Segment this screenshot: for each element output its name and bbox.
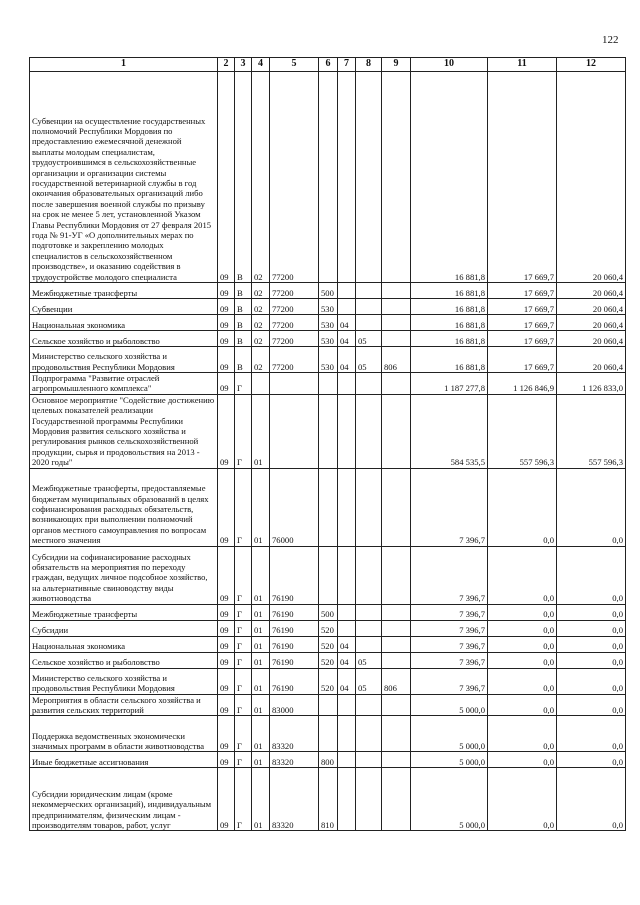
code-cell: 530 bbox=[319, 347, 338, 373]
code-cell bbox=[356, 752, 382, 768]
amount-cell: 0,0 bbox=[488, 752, 557, 768]
code-cell: В bbox=[235, 347, 252, 373]
amount-cell: 16 881,8 bbox=[411, 299, 488, 315]
code-cell: 09 bbox=[218, 652, 235, 668]
code-cell: 01 bbox=[252, 394, 270, 468]
code-cell: 77200 bbox=[270, 347, 319, 373]
amount-cell: 7 396,7 bbox=[411, 604, 488, 620]
row-name-cell: Национальная экономика bbox=[30, 636, 218, 652]
code-cell: В bbox=[235, 315, 252, 331]
amount-cell: 0,0 bbox=[557, 604, 626, 620]
column-header-10: 10 bbox=[411, 58, 488, 72]
code-cell: 09 bbox=[218, 72, 235, 283]
amount-cell: 0,0 bbox=[488, 604, 557, 620]
code-cell bbox=[338, 373, 356, 395]
row-name-cell: Иные бюджетные ассигнования bbox=[30, 752, 218, 768]
code-cell bbox=[338, 620, 356, 636]
amount-cell: 17 669,7 bbox=[488, 283, 557, 299]
code-cell bbox=[319, 694, 338, 716]
amount-cell: 16 881,8 bbox=[411, 72, 488, 283]
amount-cell: 5 000,0 bbox=[411, 768, 488, 831]
code-cell: 500 bbox=[319, 283, 338, 299]
code-cell: 02 bbox=[252, 347, 270, 373]
amount-cell: 17 669,7 bbox=[488, 315, 557, 331]
code-cell: 76190 bbox=[270, 620, 319, 636]
table-row bbox=[30, 668, 626, 694]
code-cell: 01 bbox=[252, 652, 270, 668]
column-header-9: 9 bbox=[382, 58, 411, 72]
code-cell: 83320 bbox=[270, 752, 319, 768]
code-cell: В bbox=[235, 331, 252, 347]
code-cell: 02 bbox=[252, 283, 270, 299]
row-name-cell: Субсидии bbox=[30, 620, 218, 636]
code-cell bbox=[382, 636, 411, 652]
code-cell: 09 bbox=[218, 694, 235, 716]
amount-cell: 0,0 bbox=[488, 716, 557, 752]
amount-cell: 7 396,7 bbox=[411, 668, 488, 694]
code-cell: Г bbox=[235, 373, 252, 395]
code-cell bbox=[382, 72, 411, 283]
amount-cell: 20 060,4 bbox=[557, 315, 626, 331]
amount-cell: 0,0 bbox=[488, 620, 557, 636]
code-cell bbox=[338, 283, 356, 299]
table-row bbox=[30, 652, 626, 668]
table-header-row bbox=[30, 58, 626, 72]
code-cell bbox=[338, 546, 356, 604]
code-cell: Г bbox=[235, 652, 252, 668]
row-name-cell: Сельское хозяйство и рыболовство bbox=[30, 652, 218, 668]
code-cell: 09 bbox=[218, 716, 235, 752]
row-name-cell: Подпрограмма "Развитие отраслей агропромышленного комплекса" bbox=[30, 373, 218, 395]
code-cell: 520 bbox=[319, 620, 338, 636]
code-cell bbox=[338, 768, 356, 831]
code-cell: 01 bbox=[252, 768, 270, 831]
code-cell: 77200 bbox=[270, 299, 319, 315]
table-row bbox=[30, 694, 626, 716]
code-cell: 76190 bbox=[270, 604, 319, 620]
table-row bbox=[30, 394, 626, 468]
code-cell: 83320 bbox=[270, 716, 319, 752]
amount-cell: 0,0 bbox=[557, 694, 626, 716]
code-cell: 01 bbox=[252, 620, 270, 636]
column-header-5: 5 bbox=[270, 58, 319, 72]
code-cell bbox=[382, 652, 411, 668]
table-row bbox=[30, 72, 626, 283]
code-cell bbox=[270, 394, 319, 468]
code-cell: 09 bbox=[218, 668, 235, 694]
amount-cell: 5 000,0 bbox=[411, 752, 488, 768]
code-cell bbox=[338, 716, 356, 752]
amount-cell: 17 669,7 bbox=[488, 347, 557, 373]
code-cell bbox=[338, 394, 356, 468]
column-header-4: 4 bbox=[252, 58, 270, 72]
amount-cell: 0,0 bbox=[488, 468, 557, 546]
amount-cell: 0,0 bbox=[557, 716, 626, 752]
column-header-1: 1 bbox=[30, 58, 218, 72]
code-cell: Г bbox=[235, 636, 252, 652]
table-row bbox=[30, 620, 626, 636]
amount-cell: 0,0 bbox=[488, 768, 557, 831]
amount-cell: 0,0 bbox=[557, 768, 626, 831]
amount-cell: 1 187 277,8 bbox=[411, 373, 488, 395]
code-cell: В bbox=[235, 283, 252, 299]
code-cell: 05 bbox=[356, 668, 382, 694]
amount-cell: 0,0 bbox=[557, 636, 626, 652]
amount-cell: 0,0 bbox=[488, 694, 557, 716]
code-cell: В bbox=[235, 72, 252, 283]
code-cell: Г bbox=[235, 752, 252, 768]
code-cell: 05 bbox=[356, 652, 382, 668]
code-cell: 77200 bbox=[270, 315, 319, 331]
code-cell: 530 bbox=[319, 331, 338, 347]
amount-cell: 0,0 bbox=[488, 652, 557, 668]
amount-cell: 0,0 bbox=[557, 468, 626, 546]
amount-cell: 0,0 bbox=[557, 546, 626, 604]
column-header-12: 12 bbox=[557, 58, 626, 72]
code-cell bbox=[382, 315, 411, 331]
column-header-2: 2 bbox=[218, 58, 235, 72]
code-cell: Г bbox=[235, 604, 252, 620]
code-cell bbox=[382, 546, 411, 604]
amount-cell: 0,0 bbox=[488, 546, 557, 604]
code-cell: 01 bbox=[252, 694, 270, 716]
code-cell: 09 bbox=[218, 752, 235, 768]
code-cell bbox=[356, 315, 382, 331]
column-header-11: 11 bbox=[488, 58, 557, 72]
code-cell: 04 bbox=[338, 315, 356, 331]
amount-cell: 17 669,7 bbox=[488, 331, 557, 347]
amount-cell: 0,0 bbox=[557, 752, 626, 768]
code-cell: 520 bbox=[319, 636, 338, 652]
table-row bbox=[30, 716, 626, 752]
code-cell bbox=[382, 604, 411, 620]
code-cell: 09 bbox=[218, 546, 235, 604]
amount-cell: 0,0 bbox=[488, 636, 557, 652]
code-cell bbox=[356, 716, 382, 752]
amount-cell: 16 881,8 bbox=[411, 347, 488, 373]
code-cell bbox=[356, 373, 382, 395]
code-cell: 01 bbox=[252, 546, 270, 604]
code-cell: 09 bbox=[218, 283, 235, 299]
code-cell: 520 bbox=[319, 668, 338, 694]
amount-cell: 557 596,3 bbox=[488, 394, 557, 468]
code-cell bbox=[338, 694, 356, 716]
amount-cell: 0,0 bbox=[557, 652, 626, 668]
code-cell: 76190 bbox=[270, 668, 319, 694]
code-cell: 09 bbox=[218, 394, 235, 468]
amount-cell: 5 000,0 bbox=[411, 694, 488, 716]
code-cell bbox=[356, 620, 382, 636]
code-cell bbox=[338, 299, 356, 315]
code-cell bbox=[356, 72, 382, 283]
code-cell: 02 bbox=[252, 72, 270, 283]
code-cell: 02 bbox=[252, 315, 270, 331]
code-cell: 01 bbox=[252, 716, 270, 752]
code-cell: 806 bbox=[382, 668, 411, 694]
column-header-8: 8 bbox=[356, 58, 382, 72]
amount-cell: 16 881,8 bbox=[411, 331, 488, 347]
table-row bbox=[30, 636, 626, 652]
code-cell bbox=[338, 752, 356, 768]
code-cell: 76190 bbox=[270, 546, 319, 604]
code-cell: Г bbox=[235, 694, 252, 716]
code-cell: Г bbox=[235, 668, 252, 694]
amount-cell: 0,0 bbox=[488, 668, 557, 694]
code-cell bbox=[382, 716, 411, 752]
amount-cell: 7 396,7 bbox=[411, 468, 488, 546]
code-cell bbox=[356, 468, 382, 546]
amount-cell: 17 669,7 bbox=[488, 299, 557, 315]
code-cell: Г bbox=[235, 620, 252, 636]
table-row bbox=[30, 468, 626, 546]
code-cell: Г bbox=[235, 716, 252, 752]
table-row bbox=[30, 604, 626, 620]
code-cell bbox=[382, 468, 411, 546]
column-header-6: 6 bbox=[319, 58, 338, 72]
code-cell: 09 bbox=[218, 299, 235, 315]
code-cell bbox=[382, 373, 411, 395]
table-row bbox=[30, 347, 626, 373]
amount-cell: 20 060,4 bbox=[557, 283, 626, 299]
code-cell: 01 bbox=[252, 468, 270, 546]
code-cell bbox=[382, 768, 411, 831]
code-cell bbox=[356, 283, 382, 299]
amount-cell: 7 396,7 bbox=[411, 620, 488, 636]
code-cell: 02 bbox=[252, 299, 270, 315]
row-name-cell: Мероприятия в области сельского хозяйства и развития сельских территорий bbox=[30, 694, 218, 716]
row-name-cell: Министерство сельского хозяйства и продовольствия Республики Мордовия bbox=[30, 668, 218, 694]
code-cell bbox=[356, 636, 382, 652]
column-header-3: 3 bbox=[235, 58, 252, 72]
amount-cell: 20 060,4 bbox=[557, 331, 626, 347]
row-name-cell: Межбюджетные трансферты bbox=[30, 604, 218, 620]
row-name-cell: Поддержка ведомственных экономически значимых программ в области животноводства bbox=[30, 716, 218, 752]
code-cell bbox=[338, 72, 356, 283]
amount-cell: 0,0 bbox=[557, 668, 626, 694]
amount-cell: 1 126 833,0 bbox=[557, 373, 626, 395]
row-name-cell: Субсидии на софинансирование расходных обязательств на мероприятия по переходу граждан, ведущих личное подсобное хозяйство, на альтернативные свиноводству виды животноводства bbox=[30, 546, 218, 604]
code-cell: 77200 bbox=[270, 331, 319, 347]
code-cell: 04 bbox=[338, 331, 356, 347]
code-cell: 04 bbox=[338, 636, 356, 652]
code-cell: 09 bbox=[218, 468, 235, 546]
code-cell: В bbox=[235, 299, 252, 315]
code-cell: Г bbox=[235, 546, 252, 604]
amount-cell: 7 396,7 bbox=[411, 636, 488, 652]
code-cell bbox=[382, 394, 411, 468]
code-cell: Г bbox=[235, 394, 252, 468]
amount-cell: 5 000,0 bbox=[411, 716, 488, 752]
column-header-7: 7 bbox=[338, 58, 356, 72]
code-cell bbox=[319, 394, 338, 468]
code-cell bbox=[356, 546, 382, 604]
table-row bbox=[30, 768, 626, 831]
code-cell bbox=[382, 331, 411, 347]
code-cell: 500 bbox=[319, 604, 338, 620]
code-cell: 01 bbox=[252, 604, 270, 620]
row-name-cell: Субвенции на осуществление государственных полномочий Республики Мордовия по предоставлению ежемесячной денежной выплаты молодым специалистам, трудоустроившимся в сельскохозяйственные организации и организации системы государственной ветеринарной службы в год окончания образовательных организаций либо после завершения военной службы по призыву на срок не менее 5 лет, установленной Указом Главы Республики Мордовия от 27 февраля 2015 года № 91-УГ «О дополнительных мерах по подготовке и закреплению молодых специалистов в сельскохозяйственном производстве», и оказанию содействия в трудоустройстве молодого специалиста bbox=[30, 72, 218, 283]
code-cell: 530 bbox=[319, 299, 338, 315]
table-row bbox=[30, 315, 626, 331]
row-name-cell: Субвенции bbox=[30, 299, 218, 315]
code-cell: Г bbox=[235, 468, 252, 546]
code-cell bbox=[319, 716, 338, 752]
table-row bbox=[30, 752, 626, 768]
amount-cell: 20 060,4 bbox=[557, 72, 626, 283]
code-cell: 77200 bbox=[270, 283, 319, 299]
code-cell bbox=[356, 604, 382, 620]
code-cell: 05 bbox=[356, 331, 382, 347]
row-name-cell: Межбюджетные трансферты bbox=[30, 283, 218, 299]
code-cell bbox=[319, 468, 338, 546]
code-cell bbox=[382, 752, 411, 768]
code-cell: 09 bbox=[218, 315, 235, 331]
table-row bbox=[30, 299, 626, 315]
code-cell: 09 bbox=[218, 620, 235, 636]
row-name-cell: Межбюджетные трансферты, предоставляемые бюджетам муниципальных образований в целях софинансирования расходных обязательств, возникающих при выполнении полномочий органов местного самоуправления по вопросам местного значения bbox=[30, 468, 218, 546]
code-cell: 01 bbox=[252, 668, 270, 694]
table-body bbox=[30, 72, 626, 831]
code-cell bbox=[382, 620, 411, 636]
code-cell: 810 bbox=[319, 768, 338, 831]
code-cell bbox=[356, 694, 382, 716]
code-cell: 77200 bbox=[270, 72, 319, 283]
table-row bbox=[30, 546, 626, 604]
amount-cell: 20 060,4 bbox=[557, 347, 626, 373]
code-cell: 83320 bbox=[270, 768, 319, 831]
amount-cell: 16 881,8 bbox=[411, 315, 488, 331]
amount-cell: 7 396,7 bbox=[411, 652, 488, 668]
code-cell: 76190 bbox=[270, 636, 319, 652]
code-cell: Г bbox=[235, 768, 252, 831]
code-cell bbox=[356, 394, 382, 468]
code-cell bbox=[252, 373, 270, 395]
code-cell: 76190 bbox=[270, 652, 319, 668]
amount-cell: 557 596,3 bbox=[557, 394, 626, 468]
code-cell: 76000 bbox=[270, 468, 319, 546]
table-row bbox=[30, 331, 626, 347]
code-cell bbox=[319, 373, 338, 395]
page-number: 122 bbox=[602, 34, 619, 46]
amount-cell: 584 535,5 bbox=[411, 394, 488, 468]
code-cell: 09 bbox=[218, 636, 235, 652]
code-cell: 04 bbox=[338, 652, 356, 668]
amount-cell: 17 669,7 bbox=[488, 72, 557, 283]
code-cell: 02 bbox=[252, 331, 270, 347]
row-name-cell: Субсидии юридическим лицам (кроме некоммерческих организаций), индивидуальным предпринимателям, физическим лицам - производителям товаров, работ, услуг bbox=[30, 768, 218, 831]
code-cell: 520 bbox=[319, 652, 338, 668]
amount-cell: 7 396,7 bbox=[411, 546, 488, 604]
amount-cell: 20 060,4 bbox=[557, 299, 626, 315]
code-cell: 530 bbox=[319, 315, 338, 331]
row-name-cell: Национальная экономика bbox=[30, 315, 218, 331]
code-cell bbox=[382, 299, 411, 315]
code-cell: 01 bbox=[252, 636, 270, 652]
code-cell bbox=[270, 373, 319, 395]
amount-cell: 1 126 846,9 bbox=[488, 373, 557, 395]
amount-cell: 0,0 bbox=[557, 620, 626, 636]
row-name-cell: Основное мероприятие "Содействие достижению целевых показателей реализации Государственной программы Республики Мордовия развития сельского хозяйства и регулирования рынков сельскохозяйственной продукции, сырья и продовольствия на 2013 - 2020 годы" bbox=[30, 394, 218, 468]
code-cell: 800 bbox=[319, 752, 338, 768]
code-cell bbox=[319, 72, 338, 283]
code-cell: 09 bbox=[218, 373, 235, 395]
code-cell: 09 bbox=[218, 331, 235, 347]
code-cell bbox=[382, 694, 411, 716]
code-cell bbox=[338, 604, 356, 620]
code-cell: 04 bbox=[338, 668, 356, 694]
row-name-cell: Министерство сельского хозяйства и продовольствия Республики Мордовия bbox=[30, 347, 218, 373]
code-cell: 09 bbox=[218, 768, 235, 831]
amount-cell: 16 881,8 bbox=[411, 283, 488, 299]
code-cell: 04 bbox=[338, 347, 356, 373]
code-cell bbox=[356, 768, 382, 831]
row-name-cell: Сельское хозяйство и рыболовство bbox=[30, 331, 218, 347]
code-cell: 09 bbox=[218, 347, 235, 373]
code-cell: 05 bbox=[356, 347, 382, 373]
code-cell bbox=[319, 546, 338, 604]
code-cell: 09 bbox=[218, 604, 235, 620]
code-cell: 01 bbox=[252, 752, 270, 768]
code-cell bbox=[338, 468, 356, 546]
code-cell: 83000 bbox=[270, 694, 319, 716]
budget-table bbox=[29, 57, 626, 831]
table-row bbox=[30, 283, 626, 299]
code-cell: 806 bbox=[382, 347, 411, 373]
code-cell bbox=[382, 283, 411, 299]
table-row bbox=[30, 373, 626, 395]
code-cell bbox=[356, 299, 382, 315]
